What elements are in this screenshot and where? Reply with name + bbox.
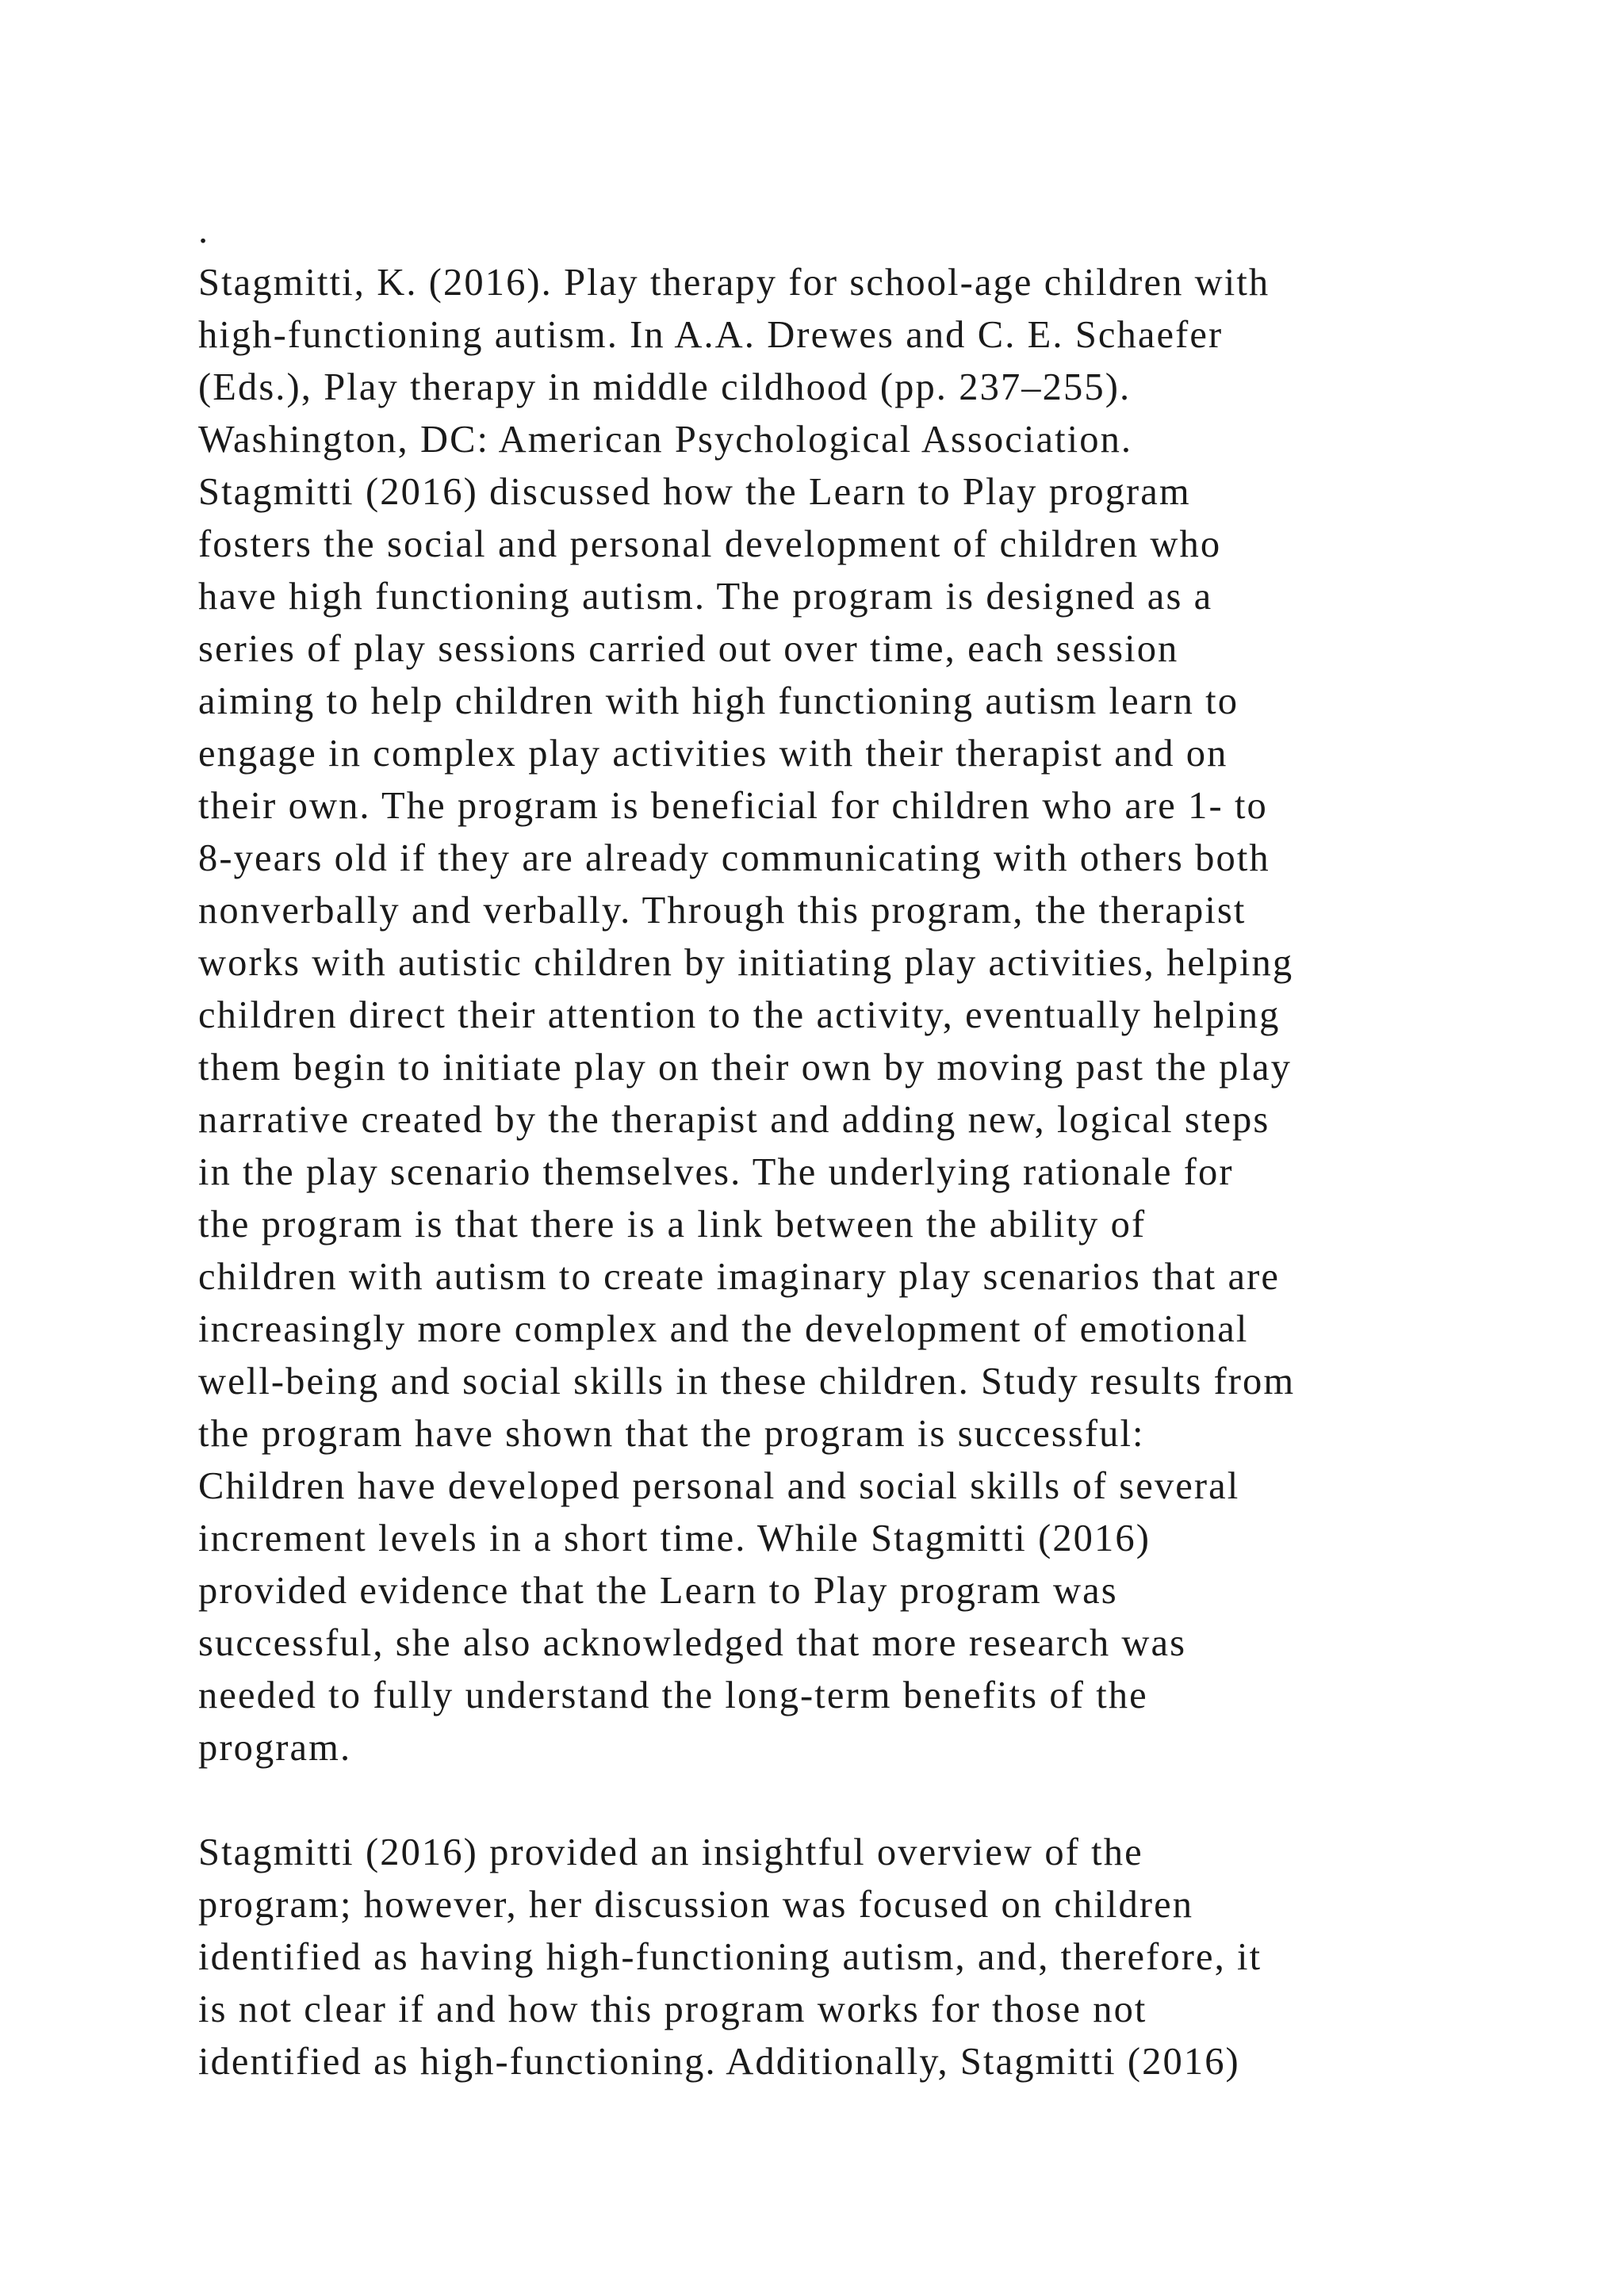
citation-line: Washington, DC: American Psychological Association. bbox=[198, 419, 1133, 461]
paragraph-line: Stagmitti (2016) provided an insightful overview of the bbox=[198, 1831, 1143, 1873]
paragraph-line: program. bbox=[198, 1727, 352, 1769]
paragraph-line: well-being and social skills in these children. Study results from bbox=[198, 1360, 1296, 1402]
paragraph-break bbox=[198, 1774, 1546, 1827]
paragraph-line: 8-years old if they are already communicating with others both bbox=[198, 837, 1270, 879]
paragraph-line: increment levels in a short time. While Stagmitti (2016) bbox=[198, 1517, 1151, 1559]
citation-line: Stagmitti, K. (2016). Play therapy for school-age children with bbox=[198, 262, 1270, 304]
paragraph-line: the program is that there is a link between the ability of bbox=[198, 1203, 1147, 1246]
paragraph-line: is not clear if and how this program works for those not bbox=[198, 1988, 1147, 2030]
paragraph-line: needed to fully understand the long-term benefits of the bbox=[198, 1674, 1148, 1716]
citation-line: (Eds.), Play therapy in middle cildhood (pp. 237–255). bbox=[198, 366, 1132, 408]
paragraph-line: their own. The program is beneficial for children who are 1- to bbox=[198, 785, 1268, 827]
paragraph-line: works with autistic children by initiating play activities, helping bbox=[198, 942, 1294, 984]
paragraph-line: have high functioning autism. The program is designed as a bbox=[198, 576, 1213, 618]
paragraph-line: series of play sessions carried out over time, each session bbox=[198, 628, 1179, 670]
paragraph-line: identified as high-functioning. Additionally, Stagmitti (2016) bbox=[198, 2041, 1240, 2083]
paragraph-line: children direct their attention to the activity, eventually helping bbox=[198, 994, 1281, 1036]
paragraph-line: nonverbally and verbally. Through this program, the therapist bbox=[198, 890, 1247, 932]
paragraph-line: narrative created by the therapist and adding new, logical steps bbox=[198, 1099, 1270, 1141]
paragraph-line: the program have shown that the program is successful: bbox=[198, 1413, 1145, 1455]
paragraph-line: program; however, her discussion was focused on children bbox=[198, 1884, 1194, 1926]
paragraph-line: provided evidence that the Learn to Play program was bbox=[198, 1570, 1118, 1612]
paragraph-line: them begin to initiate play on their own by moving past the play bbox=[198, 1047, 1293, 1089]
paragraph-line: identified as having high-functioning autism, and, therefore, it bbox=[198, 1936, 1262, 1978]
text-line: . bbox=[198, 209, 210, 251]
paragraph-line: fosters the social and personal development of children who bbox=[198, 523, 1222, 565]
paragraph-line: engage in complex play activities with their therapist and on bbox=[198, 733, 1228, 775]
paragraph-line: Children have developed personal and social skills of several bbox=[198, 1465, 1240, 1507]
paragraph-line: aiming to help children with high functioning autism learn to bbox=[198, 680, 1239, 722]
paragraph-line: successful, she also acknowledged that more research was bbox=[198, 1622, 1187, 1664]
paragraph-line: in the play scenario themselves. The underlying rationale for bbox=[198, 1151, 1234, 1193]
citation-line: high-functioning autism. In A.A. Drewes and C. E. Schaefer bbox=[198, 314, 1224, 356]
paragraph-line: children with autism to create imaginary play scenarios that are bbox=[198, 1256, 1280, 1298]
document-body bbox=[198, 205, 1546, 2088]
paragraph-line: increasingly more complex and the development of emotional bbox=[198, 1308, 1249, 1350]
paragraph-line: Stagmitti (2016) discussed how the Learn to Play program bbox=[198, 471, 1191, 513]
